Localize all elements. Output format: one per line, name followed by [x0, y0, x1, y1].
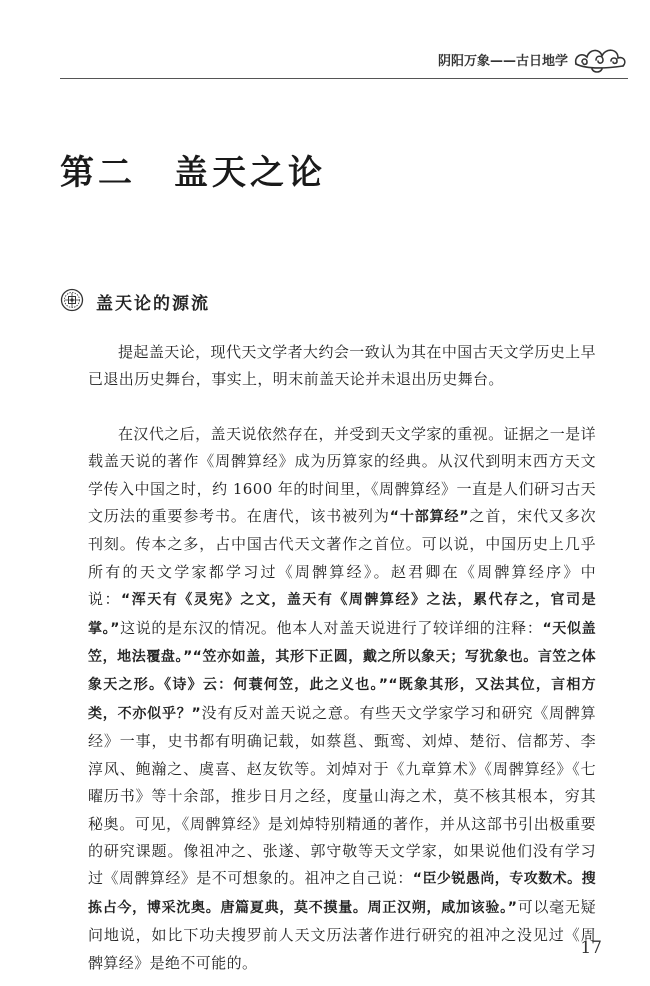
quotation: “天似盖笠，地法覆盘。”“笠亦如盖，其形下正圆，戴之所以象天；写犹象也。言笠之体象天之形。《诗》云：何蓑何笠，此之义也。”“既象其形，又法其位，言相方类，不亦似乎？” [88, 620, 596, 722]
paragraph-text: 没有反对盖天说之意。有些天文学家学习和研究《周髀算经》一事，史书都有明确记载，如蔡邕、甄鸾、刘焯、楚衍、信都芳、李淳风、鲍瀚之、虞喜、赵友钦等。刘焯对于《九章算术》《周髀算经》《七曜历书》等十余部，推步日月之经，度量山海之术，莫不核其根本，穷其秘奥。可见，《周髀算经》是刘焯特别精通的著作，并从这部书引出极重要的研究课题。像祖冲之、张遂、郭守敬等天文学家，如果说他们没有学习过《周髀算经》是不可想象的。祖冲之自己说： [88, 703, 596, 888]
body-text [88, 339, 596, 977]
chapter-number: 第二 [60, 153, 136, 193]
quotation: “臣少锐愚尚，专攻数术。搜拣占今，博采沈奥。唐篇夏典，莫不摸量。周正汉朔，咸加该验。” [88, 871, 596, 916]
running-head-title: 阴阳万象——古日地学 [437, 54, 568, 69]
paragraph-text: 这说的是东汉的情况。他本人对盖天说进行了较详细的注释： [119, 618, 543, 637]
header-rule [60, 78, 628, 79]
running-header [60, 38, 628, 80]
page-number: 17 [580, 938, 602, 958]
quotation: “十部算经” [389, 509, 469, 526]
quotation: “浑天有《灵宪》之文，盖天有《周髀算经》之法，累代存之，官司是掌。” [88, 592, 596, 637]
section-title: 盖天论的源流 [96, 294, 210, 314]
paragraph-text: 可以毫无疑问地说，如比下功夫搜罗前人天文历法著作进行研究的祖冲之没见过《周髀算经》是绝不可能的。 [88, 897, 596, 972]
paragraph: 提起盖天论，现代天文学者大约会一致认为其在中国古天文学历史上早已退出历史舞台，事实上，明末前盖天论并未退出历史舞台。 [88, 343, 596, 389]
auspicious-cloud-icon [572, 38, 628, 76]
chapter-heading [60, 145, 326, 194]
paragraph-text: 之首，宋代又多次刊刻。传本之多，占中国古代天文著作之首位。可以说，中国历史上几乎所有的天文学家都学习过《周髀算经》。赵君卿在《周髀算经序》中说： [88, 507, 596, 609]
paragraph [88, 421, 596, 977]
chapter-title: 盖天之论 [174, 153, 326, 193]
paragraph-text: 在汉代之后，盖天说依然存在，并受到天文学家的重视。证据之一是详载盖天说的著作《周髀算经》成为历算家的经典。从汉代到明末西方天文学传入中国之时，约 1600 年的时间里，《周髀算经》一直是人们研习古天文历法的重要参考书。在唐代，该书被列为 [88, 424, 596, 526]
ornament-medallion-icon [60, 288, 84, 312]
